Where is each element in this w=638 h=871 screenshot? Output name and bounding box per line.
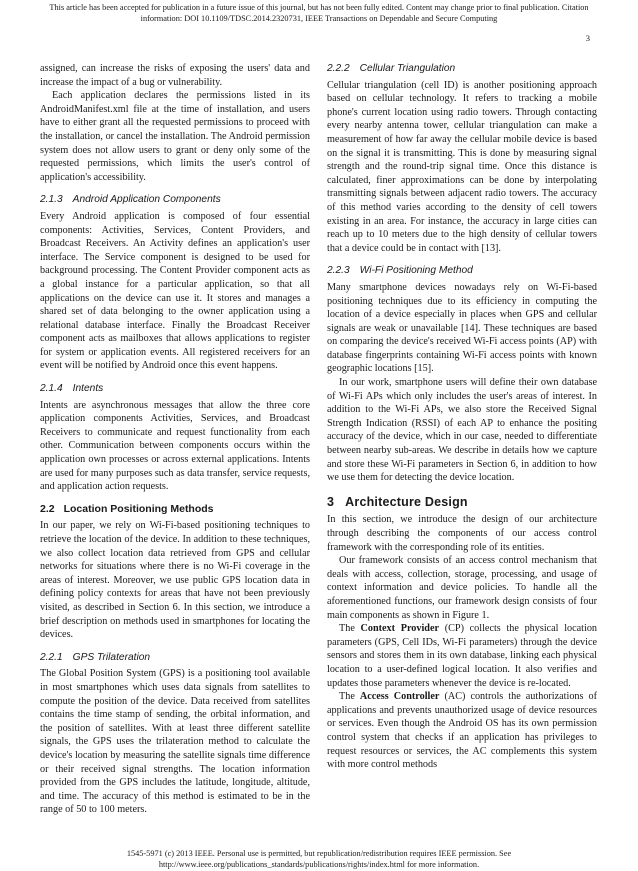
section-title: Android Application Components xyxy=(72,194,221,206)
paragraph: Many smartphone devices nowadays rely on Wi-Fi-based positioning techniques due to its efficiency in computing the location of a device especially in places when GPS and cellular signals are weak or unavailable [14]. These techniques are based on comparing the device's received Wi-Fi access points (AP) with database fingerprints containing Wi-Fi access points with known geographic locations [15]. xyxy=(327,281,597,375)
footer-line-1: 1545-5971 (c) 2013 IEEE. Personal use is permitted, but republication/redistribution requires IEEE permission. See xyxy=(126,849,512,858)
paragraph: Intents are asynchronous messages that allow the three core application components Activities, Services, and Broadcast Receivers to communicate and request functionality from each other. Communication between components occurs within the application own processes or across external applications. Intents are used for many purposes such as data transfer, service requests, and application action requests. xyxy=(40,399,310,493)
section-title: Cellular Triangulation xyxy=(359,63,456,74)
term-access-controller: Access Controller xyxy=(359,691,440,703)
header-line-1: This article has been accepted for publication in a future issue of this journal, but has not been fully edited. Content may change prior to final publication. Citation xyxy=(49,3,589,12)
paragraph: assigned, can increase the risks of exposing the users' data and increase the impact of a bug or vulnerability. xyxy=(40,63,310,88)
section-title: Architecture Design xyxy=(345,494,468,509)
section-title: Location Positioning Methods xyxy=(63,502,214,515)
copyright-footer xyxy=(0,848,638,870)
paragraph: In our paper, we rely on Wi-Fi-based positioning techniques to retrieve the location of the device. In addition to these techniques, we also collect location data retrieved from GPS and cellular networks for situations where there is no Wi-Fi coverage in the areas of interest. Moreover, we use public GPS location data in defining policy contexts for areas that have not been previously visited, as described in Section 6. In this section, we introduce a brief description on methods used in smartphones for locating the devices. xyxy=(40,520,310,641)
left-column xyxy=(40,62,310,817)
section-title: GPS Trilateration xyxy=(72,651,151,663)
paragraph: In our work, smartphone users will define their own database of Wi-Fi APs which only includes the user's areas of interest. In addition to the Wi-Fi APs, we also store the Received Signal Strength Indication (RSSI) of each AP to enhance the positing accuracy of the device, which in our case, needed to differentiate between nearby sub-areas. We describe in details how we capture and store these Wi-Fi parameters in Section 6, in addition to how we use them for detecting the device location. xyxy=(327,377,597,484)
subsection-heading xyxy=(40,193,310,207)
footer-line-2: http://www.ieee.org/publications_standards/publications/rights/index.html for more information. xyxy=(158,860,480,869)
paragraph: Each application declares the permissions listed in its AndroidManifest.xml file at the time of installation, and users have to either grant all the requested permissions to proceed with the installation, or cancel the installation. The Android permission system does not allow users to grant or deny only some of the requested permissions, which limits the user's control of application's accessibility. xyxy=(40,90,310,183)
section-title: Wi-Fi Positioning Method xyxy=(359,265,473,277)
right-column xyxy=(327,62,597,772)
section-number: 2.2 xyxy=(40,502,55,515)
section-heading xyxy=(40,503,310,517)
paragraph: Cellular triangulation (cell ID) is another positioning approach based on cellular technology. It refers to tracking a mobile phone's current location using radio towers. Through contacting every nearby antenna tower, cellular triangulation can make a measurement of how far away the cellular mobile device is based on the signal it is transmitting. This is done by measuring signal strength and the round-trip signal time. Once this distance is calculated, finer approximations can be done by interpolating transmitting signals between adjacent radio towers. The accuracy of this method varies according to the density of cell towers existing in an area. For instance, the accuracy in large cities can reach up to 10 meters due to the high density of cellular towers that a device could be in contact with [13]. xyxy=(327,79,597,254)
subsection-heading xyxy=(327,62,597,76)
paragraph: Our framework consists of an access control mechanism that deals with access, collection, storage, processing, and usage of context information and device policies. To handle all the aforementioned functions, our framework design consists of four main components as shown in Figure 1. xyxy=(327,555,597,621)
section-title: Intents xyxy=(72,383,104,395)
header-line-2: information: DOI 10.1109/TDSC.2014.2320731, IEEE Transactions on Dependable and Secure Computing xyxy=(140,13,498,23)
paragraph-text: (CP) collects the physical location parameters (GPS, Cell IDs, Wi-Fi parameters) through the device sensors and stores them in its own database, linking each physical location to a user-defined logical location. It also verifies and updates those parameters whenever the device is re-located. xyxy=(327,623,598,689)
section-number: 2.2.1 xyxy=(40,651,63,663)
paragraph: In this section, we introduce the design of our architecture through describing the components of our access control framework with the corresponding role of its entities. xyxy=(327,514,597,553)
paragraph: Every Android application is composed of four essential components: Activities, Services, Content Providers, and Broadcast Receivers. An Activity defines an application's user interface. The Service component is designed to be used for background processing. The Content Provider component acts as a global instance for a particular application, so that all applications on the device can use it. It stores and manages a shared set of data belonging to the owner application using a relational database interface. Finally the Broadcast Receiver component acts as mailboxes that allows applications to register for system or application events. All registered receivers for an event will be notified by Android once this event happens. xyxy=(40,210,310,372)
paragraph: The Access Controller (AC) controls the authorizations of applications and prevents unauthorized usage of device resources or services. Even though the Android OS has its own permission control system that checks if an application has privileges to request resources or services, the AC complements this system with more control methods xyxy=(327,691,598,771)
paragraph: The Context Provider (CP) collects the physical location parameters (GPS, Cell IDs, Wi-Fi parameters) through the device sensors and stores them in its own database, linking each physical location to a user-defined logical location. It also verifies and updates those parameters whenever the device is re-located. xyxy=(327,623,598,689)
term-context-provider: Context Provider xyxy=(360,623,440,635)
subsection-heading xyxy=(40,382,310,396)
section-number: 2.1.3 xyxy=(40,194,63,206)
subsection-heading xyxy=(40,651,310,665)
page-number: 3 xyxy=(585,33,590,43)
section-number: 2.2.2 xyxy=(327,63,350,74)
paragraph-text: (AC) controls the authorizations of applications and prevents unauthorized usage of device resources or services. Even though the Android OS has its own permission control system that checks if an application has privileges to request resources or services, the AC complements this system with more control methods xyxy=(327,691,598,771)
paragraph: The Global Position System (GPS) is a positioning tool available in most smartphones which uses data signals from satellites to compute the position of the device. Data received from satellites contains the time stamp of sending, the orbital information, and the position of satellites. With at least three different satellite signals, the GPS uses the trilateration method to calculate the device's location by measuring the satellite signals time difference or their received signal strengths. The location information provided from the GPS includes the latitude, longitude, altitude, and time. The accuracy of this method is estimated to be in the range of 50 to 100 meters. xyxy=(40,668,310,816)
section-number: 2.1.4 xyxy=(40,383,63,395)
section-number: 2.2.3 xyxy=(327,265,350,277)
journal-header xyxy=(0,3,638,24)
subsection-heading xyxy=(327,264,597,278)
section-number: 3 xyxy=(327,494,335,509)
section-heading xyxy=(327,496,597,510)
